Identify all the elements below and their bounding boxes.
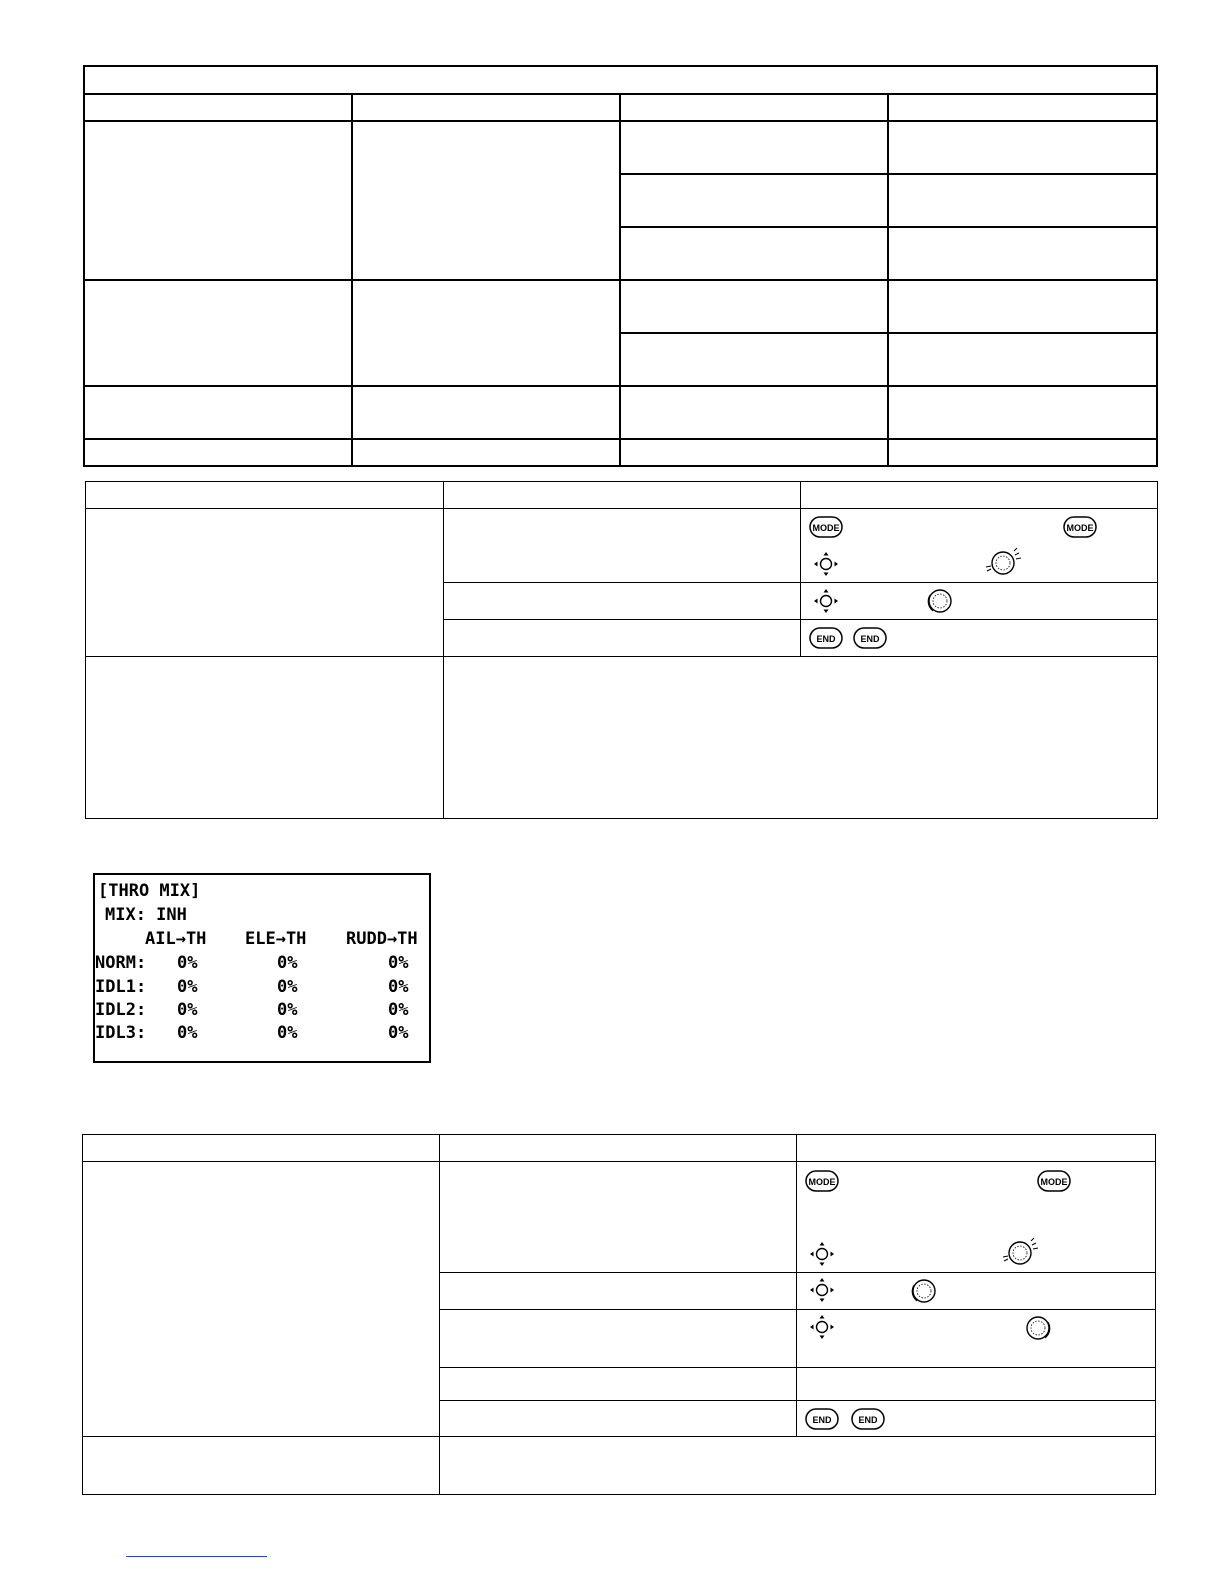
lcd-row-value: 0% (277, 1023, 298, 1043)
cross-key-icon[interactable] (813, 551, 839, 577)
table2-cell (86, 657, 444, 819)
table2-cell (444, 620, 801, 657)
end-button-icon[interactable] (853, 627, 887, 649)
table3-header-cell (83, 1135, 440, 1162)
lcd-row-value: 0% (388, 1000, 409, 1020)
table1-cell (84, 439, 352, 466)
lcd-row-value: 0% (388, 977, 409, 997)
lcd-row-value: 0% (277, 953, 298, 973)
dial-turn-icon[interactable] (909, 1276, 939, 1306)
dial-press-icon[interactable] (1000, 1237, 1040, 1269)
lcd-header-rudd: RUDD→TH (346, 929, 418, 949)
table2-header-cell (444, 482, 801, 509)
mode-button-icon[interactable] (1037, 1170, 1071, 1192)
lcd-row-value: 0% (277, 1000, 298, 1020)
table3-step1-keys (797, 1162, 1156, 1273)
table3-cell (440, 1310, 797, 1368)
table3-cell (440, 1368, 797, 1401)
table1-cell (84, 280, 352, 386)
table3-header-cell (440, 1135, 797, 1162)
settings-table-1 (83, 65, 1158, 467)
table1-header-cell (352, 94, 620, 121)
cross-key-icon[interactable] (809, 1277, 835, 1303)
lcd-row-value: 0% (277, 977, 298, 997)
lcd-row-value: 0% (177, 953, 198, 973)
svg-text:END: END (816, 634, 836, 644)
lcd-row-label: NORM: (95, 953, 147, 973)
mode-button-icon[interactable] (1063, 516, 1097, 538)
lcd-title: [THRO MIX] (98, 881, 201, 901)
table2-cell (86, 509, 444, 657)
table1-title-row (84, 66, 1157, 94)
table1-cell (352, 439, 620, 466)
mode-button-icon[interactable] (809, 516, 843, 538)
table1-cell (352, 280, 620, 386)
cross-key-icon[interactable] (809, 1241, 835, 1267)
table1-cell (620, 439, 888, 466)
table3-notes-cell (440, 1437, 1156, 1495)
table1-cell (352, 386, 620, 439)
cross-key-icon[interactable] (809, 1314, 835, 1340)
table1-cell (620, 174, 888, 227)
table1-cell (620, 121, 888, 174)
table1-cell (888, 439, 1157, 466)
table2-step2-keys (801, 583, 1158, 620)
table1-header-cell (84, 94, 352, 121)
procedure-table-1 (85, 481, 1158, 819)
table1-cell (888, 386, 1157, 439)
table2-cell (444, 583, 801, 620)
table1-cell (620, 280, 888, 333)
table1-cell (620, 333, 888, 386)
table3-cell (440, 1273, 797, 1310)
table1-cell (352, 121, 620, 280)
procedure-table-2 (82, 1134, 1156, 1495)
svg-text:MODE: MODE (808, 1177, 836, 1187)
end-button-icon[interactable] (805, 1408, 839, 1430)
table1-cell (84, 386, 352, 439)
mode-button-icon[interactable] (805, 1170, 839, 1192)
table1-cell (888, 333, 1157, 386)
table2-notes-cell (444, 657, 1158, 819)
end-button-icon[interactable] (809, 627, 843, 649)
table2-header-cell (801, 482, 1158, 509)
dial-turn-icon[interactable] (925, 586, 955, 616)
lcd-header-ele: ELE→TH (245, 929, 307, 949)
dial-turn-icon[interactable] (1023, 1313, 1055, 1345)
table2-step3-keys (801, 620, 1158, 657)
table3-cell (83, 1162, 440, 1437)
lcd-row-value: 0% (177, 1023, 198, 1043)
table1-cell (888, 227, 1157, 280)
table1-header-cell (888, 94, 1157, 121)
svg-text:END: END (812, 1415, 832, 1425)
table3-cell (440, 1401, 797, 1437)
table1-cell (888, 280, 1157, 333)
table2-header-cell (86, 482, 444, 509)
lcd-row-value: 0% (388, 953, 409, 973)
svg-text:END: END (860, 634, 880, 644)
lcd-header-ail: AIL→TH (145, 929, 207, 949)
lcd-mix-status: MIX: INH (105, 905, 187, 925)
table2-cell (444, 509, 801, 583)
table1-cell (84, 121, 352, 280)
lcd-row-label: IDL2: (95, 1000, 147, 1020)
svg-text:END: END (858, 1415, 878, 1425)
thro-mix-lcd-screen (93, 873, 431, 1063)
table3-cell (440, 1162, 797, 1273)
end-button-icon[interactable] (851, 1408, 885, 1430)
lcd-row-value: 0% (177, 1000, 198, 1020)
table1-header-cell (620, 94, 888, 121)
table1-cell (888, 174, 1157, 227)
lcd-row-value: 0% (177, 977, 198, 997)
table1-cell (620, 386, 888, 439)
svg-text:MODE: MODE (1066, 523, 1094, 533)
table3-step3-keys (797, 1310, 1156, 1368)
footer-link-underline[interactable] (126, 1556, 267, 1557)
svg-text:MODE: MODE (812, 523, 840, 533)
lcd-row-label: IDL1: (95, 977, 147, 997)
cross-key-icon[interactable] (813, 588, 839, 614)
table3-header-cell (797, 1135, 1156, 1162)
dial-press-icon[interactable] (983, 547, 1023, 579)
table3-cell (797, 1368, 1156, 1401)
table3-cell (83, 1437, 440, 1495)
table3-step5-keys (797, 1401, 1156, 1437)
table1-cell (620, 227, 888, 280)
table2-step1-keys (801, 509, 1158, 583)
lcd-row-value: 0% (388, 1023, 409, 1043)
table3-step2-keys (797, 1273, 1156, 1310)
table1-cell (888, 121, 1157, 174)
lcd-row-label: IDL3: (95, 1023, 147, 1043)
svg-text:MODE: MODE (1040, 1177, 1068, 1187)
